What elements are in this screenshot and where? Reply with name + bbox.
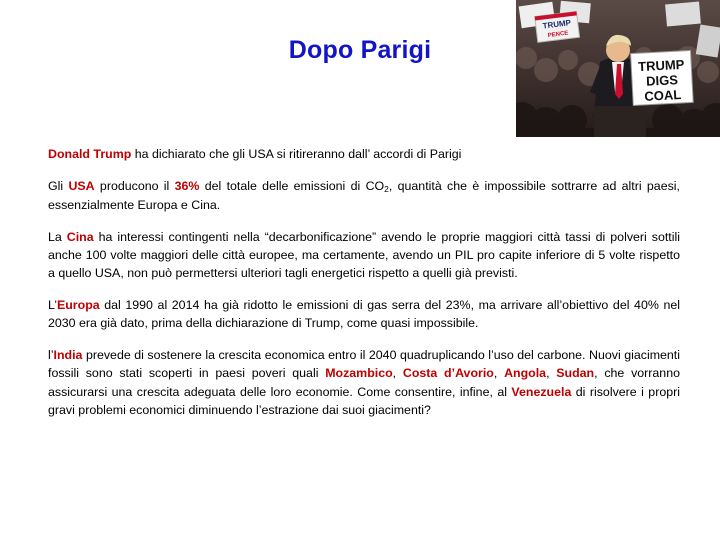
page-title: Dopo Parigi (288, 36, 432, 64)
trump-digs-coal-rally-photo (516, 0, 720, 137)
body-text: Gli (48, 179, 69, 194)
body-text: producono il (94, 179, 175, 194)
paragraph-2 (48, 177, 680, 214)
highlight-text: 36% (174, 179, 200, 194)
svg-text:TRUMP: TRUMP (542, 18, 572, 31)
body-text: l’ (48, 348, 54, 363)
body-text: , quantità che è impossibile sottrarre ad altri paesi, essenzialmente Europa e Cina. (48, 179, 680, 212)
svg-text:TRUMP: TRUMP (637, 56, 685, 75)
highlight-text: India (53, 348, 83, 363)
paragraph-4 (48, 296, 680, 332)
highlight-text: Donald Trump (48, 147, 132, 161)
paragraph-3 (48, 228, 680, 282)
paragraph-5 (48, 346, 680, 418)
body-text: ha dichiarato che gli USA si ritireranno dall’ accordi di Parigi (131, 147, 462, 161)
subscript-text: 2 (384, 184, 389, 195)
body-text: ha interessi contingenti nella “decarbonificazione” avendo le proprie maggiori città tassi di polveri sottili anche 100 volte maggiori delle città europee, ma certamente, avendo un PIL pro capite inferiore di 5 volte rispetto a quello USA, non può permettersi ulteriori tagli energetici rispetto a quelli già previsti. (48, 229, 680, 280)
highlight-text: Angola (504, 366, 547, 381)
body-text: , (546, 366, 557, 381)
highlight-text: Cina (66, 229, 94, 244)
body-text: , (493, 366, 505, 381)
highlight-text: Venezuela (511, 384, 572, 399)
svg-text:PENCE: PENCE (547, 30, 569, 40)
body-text: , che vorranno assicurarsi una crescita adeguata delle loro economie. Come consentire, infine, al (48, 366, 680, 399)
body-text: di risolvere i propri gravi problemi economici diminuendo l’estrazione dai suoi giacimenti? (48, 384, 680, 417)
body-text: La (48, 229, 67, 244)
highlight-text: Costa d’Avorio (402, 366, 494, 381)
slide-body (48, 145, 680, 419)
body-text: dal 1990 al 2014 ha già ridotto le emissioni di gas serra del 23%, ma arrivare all’obiettivo del 40% nel 2030 era già dato, prima della dichiarazione di Trump, come quasi impossibile. (48, 298, 680, 331)
body-text: L’ (48, 298, 57, 313)
body-text: prevede di sostenere la crescita economica entro il 2040 quadruplicando l’uso del carbone. Nuovi giacimenti fossili sono stati scoperti in paesi poveri quali (48, 348, 680, 381)
highlight-text: Sudan (556, 366, 595, 381)
svg-text:COAL: COAL (644, 86, 682, 104)
paragraph-1 (48, 145, 680, 163)
body-text: , (392, 366, 403, 381)
highlight-text: Europa (56, 298, 100, 313)
highlight-text: Mozambico (325, 366, 393, 381)
body-text: del totale delle emissioni di CO (199, 179, 385, 194)
highlight-text: USA (68, 179, 95, 194)
rally-photo-illustration (516, 0, 720, 137)
svg-text:DIGS: DIGS (645, 72, 679, 89)
